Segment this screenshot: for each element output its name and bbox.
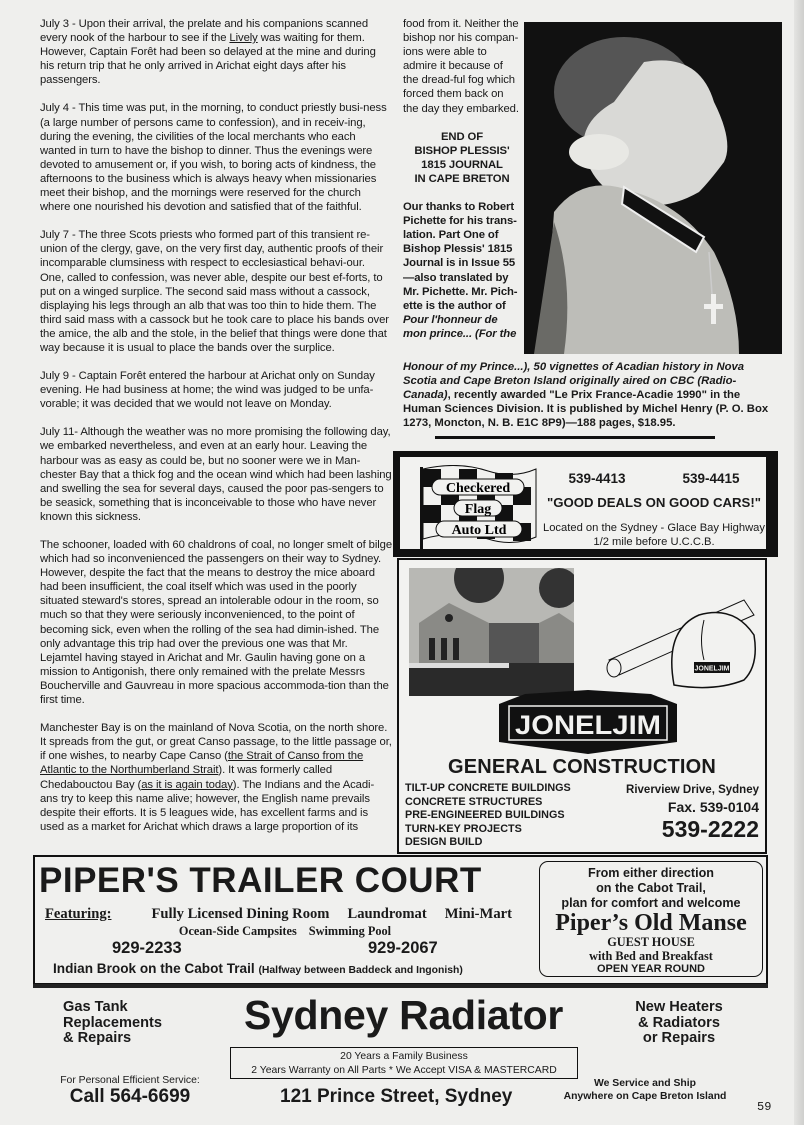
- underlined-note: as it is again today: [141, 778, 233, 791]
- ad-panel: [398, 455, 768, 551]
- call-number: Call 564-6699: [69, 1086, 191, 1107]
- old-manse-box: [539, 861, 763, 977]
- end-heading-line: IN CAPE BRETON: [414, 172, 510, 185]
- article-left-column: [40, 17, 392, 848]
- article-right-column: [403, 17, 521, 341]
- bed-breakfast: with Bed and Breakfast: [589, 949, 713, 963]
- gas-tank-text: [63, 1000, 162, 1047]
- book-credit: [403, 360, 773, 430]
- phone-2: 539-4415: [682, 471, 740, 486]
- building-illustration: [409, 568, 574, 696]
- text-run: ). The Indians and the Acadi-ans try to keep this name alive; however, the English name prevails despite their efforts. It is 5 leagues wide, has excellent farms and is used as a market for Arichat which draws a large proportion of its: [40, 778, 375, 833]
- paragraph-july-7: July 7 - The three Scots priests who formed part of this transient re-union of the clergy, gave, on the very first day, authentic proofs of their incomparable clumsiness with respect to ecclesiastical behavi-our. One, called to confession, was never able, despite our best ef-forts, to put on a winged surplice. The second said mass without a cassock, displaying his legs through an alb that was too thin to hide them. The third said mass with a cassock but he took care to place his bands over the amice, the alb and the stole, in the belief that things were done that way because it is usual to place the bands over the surplice.: [40, 229, 389, 354]
- intro-line: From either direction: [588, 866, 714, 880]
- logo-text: Auto Ltd: [451, 523, 507, 538]
- service-label: For Personal Efficient Service:: [60, 1075, 200, 1086]
- end-heading-line: 1815 JOURNAL: [421, 158, 503, 171]
- services-list: [405, 782, 571, 850]
- text-run: July 3 - Upon their arrival, the prelate and his companions scanned every nook of the harbour to see if the: [40, 18, 368, 45]
- text-line: Gas Tank: [63, 999, 128, 1015]
- section-divider: [435, 436, 715, 439]
- sydney-radiator-title: Sydney Radiator: [244, 992, 564, 1038]
- feature: Fully Licensed Dining Room: [151, 906, 330, 922]
- end-heading-line: END OF: [440, 130, 484, 143]
- trailer-court-title: PIPER'S TRAILER COURT: [39, 861, 482, 900]
- end-heading: [403, 130, 521, 186]
- service-item: TILT-UP CONCRETE BUILDINGS: [405, 782, 571, 794]
- service-item: CONCRETE STRUCTURES: [405, 795, 543, 808]
- location-line: Located on the Sydney - Glace Bay Highway: [542, 522, 765, 534]
- book-award-publisher: , recently awarded "Le Prix France-Acadie 1990" in the Human Sciences Division. It is published by Michel Henry (P. O. Box 1273, Moncton, N. B. E1C 8P9)—188 pages, $18.95.: [403, 389, 769, 430]
- paragraph-july-4: July 4 - This time was put, in the morning, to conduct priestly busi-ness (a large number of persons came to confession), and in receiv-ing, during the evening, the civilities of the local merchants who each wanted in turn to have the bishop to dinner. Thus the evenings were devoted to amusement or, if you wish, to boring acts of kindness, the afternoons to the business which is always heavy when missionaries meet their bishop, and the mornings were reserved for the church where one nourished his devotion and satisfied that of the faithful.: [40, 102, 387, 214]
- paragraph-july-11: July 11- Although the weather was no more promising the following day, we embarked nevertheless, and even at an early hour. Leaving the harbour was as easy as could be, but no sooner were we in Man-chester Bay that a thick fog and the ocean wind which had been lashing and swelling the sea for several days, caused the poor pas-sengers to be seasick, something that is inconceivable to those who have never known this sickness.: [40, 426, 392, 523]
- bishop-plessis-portrait: [524, 22, 782, 354]
- address: Riverview Drive, Sydney: [626, 784, 759, 796]
- fax: Fax. 539-0104: [667, 799, 759, 815]
- building-photo: [409, 568, 574, 696]
- feature: Swimming Pool: [308, 924, 392, 938]
- service-item: PRE-ENGINEERED BUILDINGS: [405, 809, 565, 822]
- feature: Laundromat: [347, 906, 427, 922]
- features-row-2: [35, 924, 535, 939]
- radiator-address: 121 Prince Street, Sydney: [280, 1086, 513, 1107]
- feature: Mini-Mart: [444, 906, 512, 922]
- feature: Ocean-Side Campsites: [178, 924, 297, 938]
- text-run: ). It was formerly called Chedabouctou Bay (: [40, 764, 333, 791]
- page-edge-shadow: [794, 0, 804, 1125]
- phone-numbers: [540, 471, 768, 486]
- text-line: Replacements: [63, 1014, 162, 1031]
- contact-block: [626, 784, 759, 843]
- page-number: 59: [757, 1100, 772, 1114]
- location-main: Indian Brook on the Cabot Trail: [53, 961, 255, 976]
- helmet-label: JONELJIM: [694, 665, 730, 673]
- heaters-text: [620, 1000, 738, 1047]
- text-line: New Heaters: [635, 999, 723, 1015]
- service-item: TURN-KEY PROJECTS: [405, 822, 522, 835]
- tagline: GENERAL CONSTRUCTION: [447, 756, 717, 778]
- paragraph-july-9: July 9 - Captain Forêt entered the harbour at Arichat only on Sunday evening. He had business at home; the wind was judged to be unfa-vorable; it was decided that we would not leave on Monday.: [40, 370, 375, 411]
- book-title-continued: Honour of my Prince...), 50 vignettes of Acadian history in Nova Scotia and Cape Breton Island originally aired on CBC (Radio-Canada): [403, 361, 745, 402]
- portrait-illustration: [524, 22, 782, 354]
- box-line: 20 Years a Family Business: [340, 1051, 468, 1062]
- ad-divider: [33, 984, 768, 988]
- phone-1: 539-4413: [568, 471, 626, 486]
- text-line: or Repairs: [642, 1030, 716, 1046]
- book-title-start: Pour l'honneur de mon prince... (For the: [403, 313, 517, 340]
- underlined-note: the Strait of Canso from the Atlantic to the Northumberland Strait: [40, 750, 364, 777]
- ship-line: Anywhere on Cape Breton Island: [563, 1090, 727, 1102]
- location: [540, 521, 768, 549]
- ship-line: We Service and Ship: [593, 1078, 697, 1089]
- phone-1: 929-2233: [112, 939, 182, 957]
- slogan: "GOOD DEALS ON GOOD CARS!": [547, 495, 761, 510]
- thanks-text: Our thanks to Robert Pichette for his trans-lation. Part One of Bishop Plessis' 1815 Journal is in Issue 55—also translated by Mr. Pichette. Mr. Pich-ette is the author of: [403, 201, 518, 312]
- intro-text: [540, 866, 762, 911]
- pipers-ad: [33, 855, 768, 985]
- manse-name: Piper’s Old Manse: [555, 910, 747, 936]
- location-line: 1/2 mile before U.C.C.B.: [593, 536, 715, 548]
- continuation-text: food from it. Neither the bishop nor his compan-ions were able to admire it because of the dread-ful fog which forced them back on the day they embarked.: [403, 18, 519, 115]
- intro-line: on the Cabot Trail,: [596, 881, 706, 895]
- logo-text: Checkered: [445, 481, 511, 496]
- logo-text: JONELJIM: [515, 710, 661, 740]
- logo-text: Flag: [464, 502, 492, 517]
- guest-house: GUEST HOUSE: [607, 935, 695, 949]
- joneljim-logo: [495, 690, 681, 756]
- phone-2: 929-2067: [368, 939, 438, 957]
- open-year-round: OPEN YEAR ROUND: [597, 963, 705, 975]
- phone: 539-2222: [661, 816, 759, 842]
- features-row-1: [45, 906, 535, 923]
- box-line: 2 Years Warranty on All Parts * We Accept VISA & MASTERCARD: [251, 1065, 557, 1076]
- paragraph-july-3: [40, 17, 392, 87]
- end-heading-line: BISHOP PLESSIS': [414, 144, 510, 157]
- text-line: & Repairs: [63, 1030, 132, 1046]
- service-item: DESIGN BUILD: [405, 836, 483, 849]
- featuring-label: Featuring:: [45, 906, 112, 922]
- hard-hat-blueprint-icon: [604, 580, 759, 690]
- intro-line: plan for comfort and welcome: [561, 896, 741, 910]
- paragraph-schooner: The schooner, loaded with 60 chaldrons of coal, no longer smelt of bilge which had so inconvenienced the passengers on their way to Sydney. However, despite the fact that the means to destroy the mice aboard had been insufficient, the coal itself which was used in the poorly situated steward's stores, spread an intolerable odour in the room, so much so that they were seriously inconvenienced, to the point of becoming sick, even when the rolling of the sea had dimin-ished. The only advantage this trip had over the previous one was that Mr. Lejamtel having stayed in Arichat and Mr. Gaulin having gone on a mission to Antigonish, there only remained with the prelate Messrs Boucherville and Gauvreau in more spacious accommoda-tion than the first time.: [40, 539, 393, 707]
- text-line: & Radiators: [638, 1014, 720, 1031]
- ship-text: [555, 1078, 735, 1103]
- ship-name-lively: Lively: [229, 32, 258, 45]
- warranty-box: [230, 1047, 578, 1079]
- checkered-flag-auto-ad: [393, 451, 778, 557]
- paragraph-manchester-bay: [40, 721, 392, 834]
- location-note: (Halfway between Baddeck and Ingonish): [258, 965, 463, 976]
- checkered-flag-logo: [418, 465, 538, 551]
- location: [53, 961, 533, 976]
- text-run: was waiting for them. However, Captain Forêt had been so delayed at the mine and during his return trip that he only arrived in Arichat eight days after his passengers.: [40, 32, 376, 87]
- text-run: Manchester Bay is on the mainland of Nova Scotia, on the north shore. It spreads from the gut, or great Canso passage, to the little passage or, if one wishes, to nearby Cape Canso (: [40, 722, 392, 763]
- joneljim-construction-ad: [397, 558, 767, 854]
